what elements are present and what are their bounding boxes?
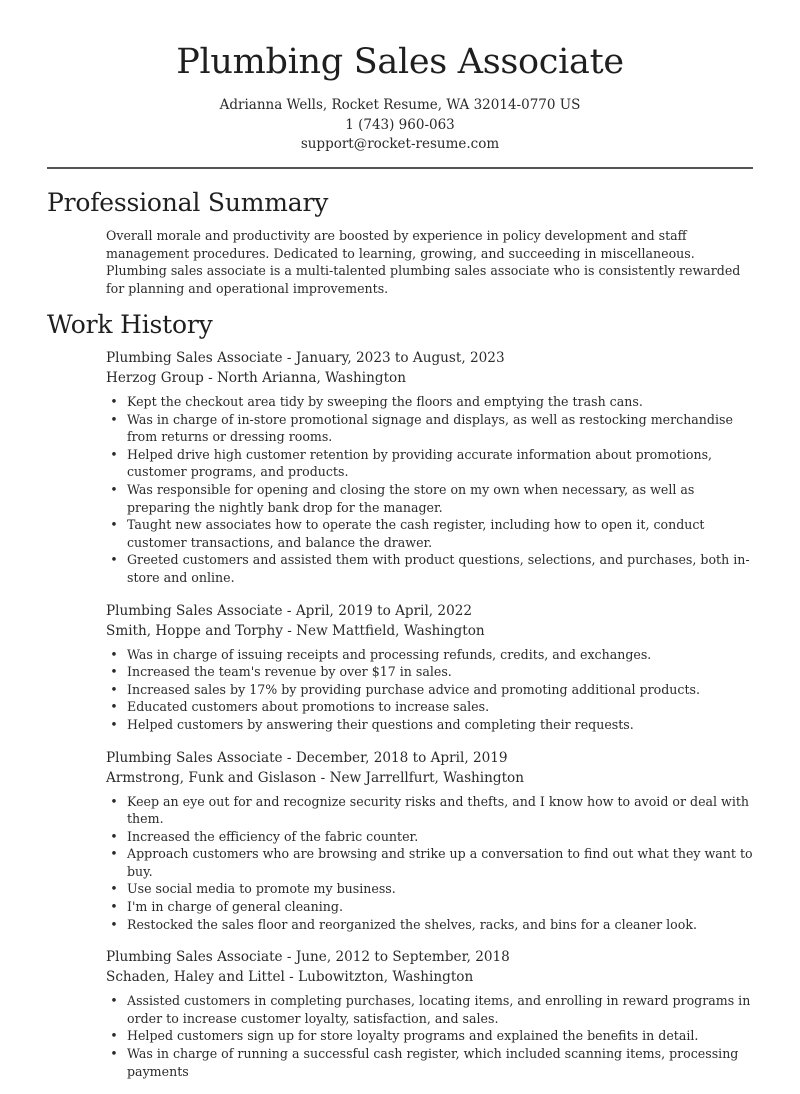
resume-title: Plumbing Sales Associate: [176, 42, 624, 82]
job-company-location: Herzog Group - North Arianna, Washington: [106, 370, 406, 386]
list-item: • Was responsible for opening and closing the store on my own when necessary, as well as preparing the nightly bank drop for the manager.: [110, 481, 695, 515]
job-bullets: [106, 992, 756, 1080]
list-item: • Educated customers about promotions to increase sales.: [110, 699, 490, 715]
bullet-icon: •: [110, 646, 118, 662]
job-title-dates: Plumbing Sales Associate - December, 2018 to April, 2019: [106, 749, 508, 766]
bullet-icon: •: [110, 394, 118, 409]
contact-address: Adrianna Wells, Rocket Resume, WA 32014-0770 US: [219, 97, 581, 113]
job-company-location: Smith, Hoppe and Torphy - New Mattfield, Washington: [106, 622, 485, 639]
bullet-icon: •: [110, 828, 118, 844]
summary-text: Overall morale and productivity are boosted by experience in policy development and staff management procedures. Dedicated to learning, growing, and succeeding in miscellaneous. Plumbing sales associate is a multi-talented plumbing sales associate who is consistently rewarded for planning and operational improvements.: [106, 228, 741, 296]
resume-header: [0, 0, 800, 155]
list-item: • Helped customers by answering their questions and completing their requests.: [110, 716, 634, 732]
header-divider: [47, 167, 753, 169]
bullet-icon: •: [110, 1028, 118, 1044]
list-item: • Restocked the sales floor and reorganized the shelves, racks, and bins for a cleaner look.: [110, 916, 697, 932]
list-item: • Helped drive high customer retention by providing accurate information about promotions, customer programs, and products.: [110, 446, 713, 480]
work-history-list: [106, 348, 756, 1094]
section-heading-summary: Professional Summary: [47, 188, 329, 217]
list-item: • Use social media to promote my business.: [110, 881, 396, 897]
bullet-icon: •: [110, 846, 118, 862]
job-title-dates: Plumbing Sales Associate - April, 2019 to April, 2022: [106, 602, 473, 619]
bullet-icon: •: [110, 1046, 118, 1062]
contact-block: [0, 96, 800, 155]
bullet-icon: •: [110, 552, 118, 568]
bullet-icon: •: [110, 793, 118, 809]
contact-email: support@rocket-resume.com: [300, 136, 500, 152]
list-item: • Increased sales by 17% by providing purchase advice and promoting additional products.: [110, 681, 700, 697]
job-entry: [106, 601, 756, 734]
bullet-icon: •: [110, 899, 118, 915]
bullet-icon: •: [110, 716, 118, 732]
list-item: • Keep an eye out for and recognize security risks and thefts, and I know how to avoid or deal with them.: [110, 793, 750, 827]
list-item: • Assisted customers in completing purchases, locating items, and enrolling in reward programs in order to increase customer loyalty, satisfaction, and sales.: [110, 993, 751, 1026]
list-item: • Was in charge of issuing receipts and processing refunds, credits, and exchanges.: [110, 646, 652, 662]
job-entry: [106, 748, 756, 934]
list-item: • Increased the team's revenue by over $17 in sales.: [110, 664, 452, 680]
list-item: • Increased the efficiency of the fabric counter.: [110, 828, 419, 844]
list-item: • Approach customers who are browsing and strike up a conversation to find out what they want to buy.: [110, 846, 753, 879]
bullet-icon: •: [110, 699, 118, 715]
job-title-dates: Plumbing Sales Associate - June, 2012 to September, 2018: [106, 949, 510, 966]
bullet-icon: •: [110, 993, 118, 1009]
job-entry: [106, 947, 756, 1080]
list-item: • Helped customers sign up for store loyalty programs and explained the benefits in detail.: [110, 1028, 699, 1044]
list-item: • I'm in charge of general cleaning.: [110, 899, 343, 915]
bullet-icon: •: [110, 916, 118, 932]
bullet-icon: •: [110, 481, 118, 497]
list-item: • Kept the checkout area tidy by sweeping the floors and emptying the trash cans.: [110, 394, 643, 409]
section-heading-work-history: Work History: [47, 310, 213, 339]
job-bullets: [106, 793, 756, 934]
bullet-icon: •: [110, 517, 118, 533]
bullet-icon: •: [110, 446, 118, 462]
bullet-icon: •: [110, 681, 118, 697]
job-title-dates: Plumbing Sales Associate - January, 2023 to August, 2023: [106, 350, 505, 366]
list-item: • Was in charge of running a successful cash register, which included scanning items, processing payments: [110, 1046, 739, 1079]
list-item: • Greeted customers and assisted them with product questions, selections, and purchases, both in-store and online.: [110, 552, 750, 585]
job-bullets: [106, 393, 756, 587]
list-item: • Was in charge of in-store promotional signage and displays, as well as restocking merchandise from returns or dressing rooms.: [110, 411, 733, 445]
job-company-location: Schaden, Haley and Littel - Lubowitzton, Washington: [106, 969, 474, 986]
job-company-location: Armstrong, Funk and Gislason - New Jarrellfurt, Washington: [106, 769, 525, 786]
list-item: • Taught new associates how to operate the cash register, including how to open it, conduct customer transactions, and balance the drawer.: [110, 517, 705, 550]
bullet-icon: •: [110, 411, 118, 427]
contact-phone: 1 (743) 960-063: [345, 116, 455, 133]
job-bullets: [106, 646, 756, 734]
bullet-icon: •: [110, 664, 118, 680]
bullet-icon: •: [110, 881, 118, 897]
job-entry: [106, 348, 756, 587]
